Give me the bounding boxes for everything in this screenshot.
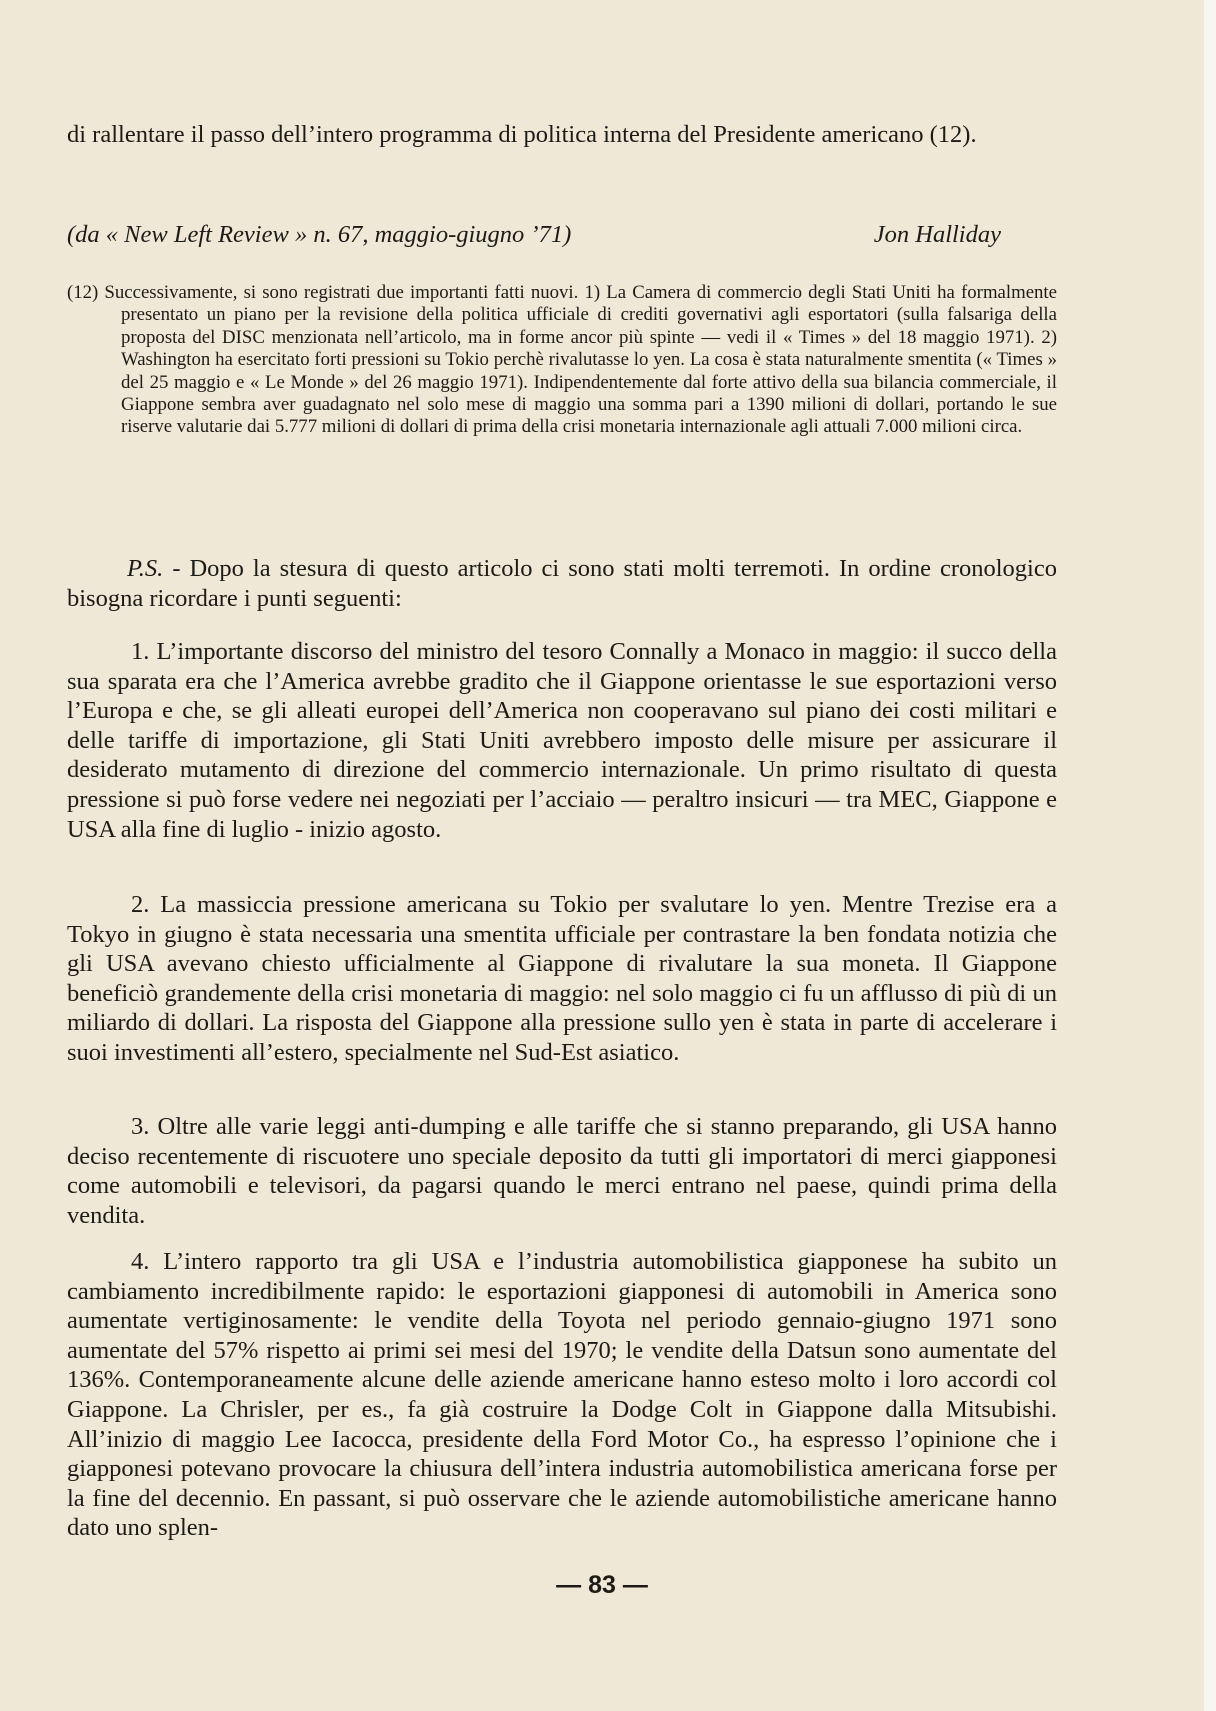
point-4: 4. L’intero rapporto tra gli USA e l’industria automobilistica giapponese ha subito un cambiamento incredibilmente rapido: le esportazioni giapponesi di automobili in America sono aumentate vertiginosamente: le vendite della Toyota nel periodo gennaio-giugno 1971 sono aumentate del 57% rispetto ai primi sei mesi del 1970; le vendite della Datsun sono aumentate del 136%. Contemporaneamente alcune delle aziende americane hanno esteso molto i loro accordi col Giappone. La Chrisler, per es., fa già costruire la Dodge Colt in Giappone dalla Mitsubishi. All’inizio di maggio Lee Iacocca, presidente della Ford Motor Co., ha espresso l’opinione che i giapponesi potevano provocare la chiusura dell’intera industria automobilistica americana forse per la fine del decennio. En passant, si può osservare che le aziende automobilistiche americane hanno dato uno splen- bbox=[67, 1248, 1057, 1542]
page-number: — 83 — bbox=[556, 1571, 648, 1599]
intro-paragraph: di rallentare il passo dell’intero programma di politica interna del Presidente americano (12). bbox=[67, 121, 977, 148]
source-line bbox=[67, 220, 1001, 250]
author-name: Jon Halliday bbox=[873, 221, 1001, 248]
footnote-12: (12) Successivamente, si sono registrati due importanti fatti nuovi. 1) La Camera di commercio degli Stati Uniti ha formalmente presentato un piano per la revisione della politica ufficiale di crediti governativi agli esportatori (sulla falsariga della proposta del DISC menzionata nell’articolo, ma in forme ancor più spinte — vedi il « Times » del 18 maggio 1971). 2) Washington ha esercitato forti pressioni su Tokio perchè rivalutasse lo yen. La cosa è stata naturalmente smentita (« Times » del 25 maggio e « Le Monde » del 26 maggio 1971). Indipendentemente dal forte attivo della sua bilancia commerciale, il Giappone sembra aver guadagnato nel solo mese di maggio una somma pari a 1390 milioni di dollari, portando le sue riserve valutarie dai 5.777 milioni di dollari di prima della crisi monetaria internazionale agli attuali 7.000 milioni circa. bbox=[67, 282, 1057, 438]
ps-label: P.S. bbox=[127, 555, 164, 582]
ps-paragraph bbox=[67, 554, 1057, 613]
source-citation: (da « New Left Review » n. 67, maggio-giugno ’71) bbox=[67, 221, 572, 248]
ps-text: - Dopo la stesura di questo articolo ci sono stati molti terremoti. In ordine cronologico bisogna ricordare i punti seguenti: bbox=[67, 555, 1057, 612]
point-1: 1. L’importante discorso del ministro del tesoro Connally a Monaco in maggio: il succo della sua sparata era che l’America avrebbe gradito che il Giappone orientasse le sue esportazioni verso l’Europa e che, se gli alleati europei dell’America non cooperavano sul piano dei costi militari e delle tariffe di importazione, gli Stati Uniti avrebbero imposto delle misure per assicurare il desiderato mutamento di direzione del commercio internazionale. Un primo risultato di questa pressione si può forse vedere nei negoziati per l’acciaio — peraltro insicuri — tra MEC, Giappone e USA alla fine di luglio - inizio agosto. bbox=[67, 638, 1057, 843]
point-3: 3. Oltre alle varie leggi anti-dumping e alle tariffe che si stanno preparando, gli USA hanno deciso recentemente di riscuotere uno speciale deposito da tutti gli importatori di merci giapponesi come automobili e televisori, da pagarsi quando le merci entrano nel paese, quindi prima della vendita. bbox=[67, 1113, 1057, 1229]
point-2: 2. La massiccia pressione americana su Tokio per svalutare lo yen. Mentre Trezise era a Tokyo in giugno è stata necessaria una smentita ufficiale per contrastare la ben fondata notizia che gli USA avevano chiesto ufficialmente al Giappone di rivalutare la sua moneta. Il Giappone beneficiò grandemente della crisi monetaria di maggio: nel solo maggio ci fu un afflusso di più di un miliardo di dollari. La risposta del Giappone alla pressione sullo yen è stata in parte di accelerare i suoi investimenti all’estero, specialmente nel Sud-Est asiatico. bbox=[67, 891, 1057, 1066]
scan-edge bbox=[1204, 0, 1216, 1711]
